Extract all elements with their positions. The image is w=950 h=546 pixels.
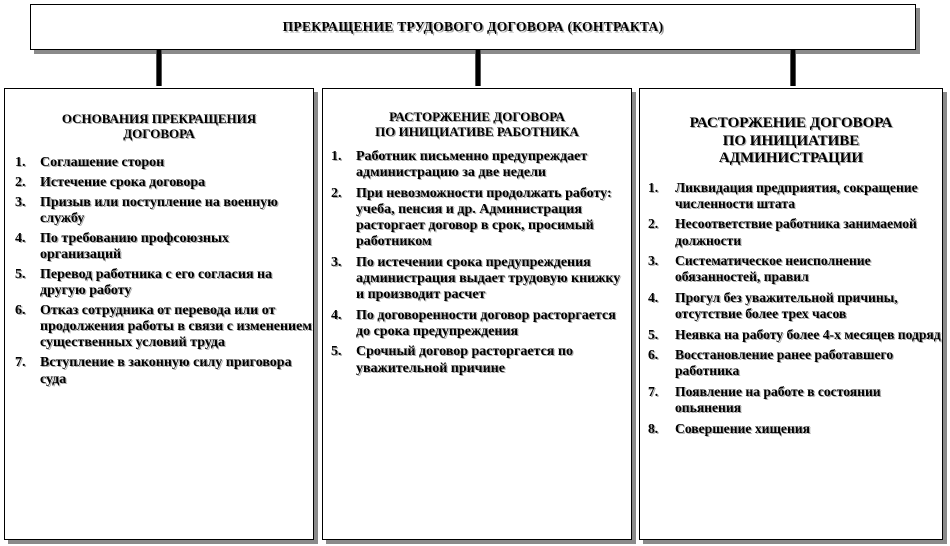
- list-item: [331, 344, 631, 377]
- list-item: [648, 180, 942, 213]
- item-number: 3.: [15, 194, 26, 210]
- column-heading: [5, 111, 313, 141]
- title-box: [30, 4, 916, 50]
- item-number: 1.: [648, 179, 659, 195]
- column-heading: [323, 109, 631, 139]
- column-administration-initiative: [639, 88, 943, 540]
- list-item: [648, 253, 942, 286]
- column-employee-initiative: [322, 88, 632, 540]
- item-number: 5.: [648, 326, 659, 342]
- item-number: 4.: [15, 230, 26, 246]
- item-text: По договоренности договор расторгается до срока предупреждения: [356, 307, 616, 339]
- item-number: 7.: [648, 383, 659, 399]
- diagram-title: ПРЕКРАЩЕНИЕ ТРУДОВОГО ДОГОВОРА (КОНТРАКТА): [282, 19, 664, 34]
- list-item: [15, 155, 313, 171]
- list-item: [331, 149, 631, 182]
- list-item: [15, 175, 313, 191]
- heading-line: ПО ИНИЦИАТИВЕ: [722, 132, 860, 149]
- item-text: Ликвидация предприятия, сокращение численности штата: [675, 179, 918, 211]
- item-text: Работник письменно предупреждает администрацию за две недели: [356, 149, 588, 181]
- list-item: [331, 308, 631, 341]
- item-number: 1.: [15, 155, 26, 170]
- item-number: 3.: [331, 254, 342, 270]
- item-number: 1.: [331, 149, 342, 164]
- column-termination-grounds: [4, 88, 314, 540]
- item-number: 4.: [331, 307, 342, 323]
- heading-line: АДМИНИСТРАЦИИ: [718, 150, 864, 166]
- item-text: Неявка на работу более 4-х месяцев подряд: [675, 326, 941, 342]
- heading-line: РАСТОРЖЕНИЕ ДОГОВОРА: [689, 115, 893, 131]
- item-text: Несоответствие работника занимаемой должности: [675, 216, 917, 248]
- connector-left: [156, 50, 162, 86]
- item-text: Вступление в законную силу приговора суда: [40, 355, 292, 387]
- item-text: Прогул без уважительной причины, отсутствие более трех часов: [675, 289, 898, 322]
- list-item: [648, 347, 942, 380]
- item-text: Отказ сотрудника от перевода или от продолжения работы в связи с изменением существенных условий труда: [40, 302, 312, 351]
- list-item: [331, 186, 631, 251]
- list-item: [15, 355, 313, 388]
- connector-right: [790, 50, 796, 86]
- list-item: [648, 216, 942, 249]
- column-heading: [640, 115, 942, 168]
- item-text: Появление на работе в состоянии опьянения: [675, 383, 881, 416]
- item-list: [648, 180, 942, 437]
- list-item: [648, 290, 942, 323]
- connector-center: [475, 50, 481, 86]
- item-text: Призыв или поступление на военную службу: [40, 194, 278, 226]
- list-item: [15, 195, 313, 228]
- item-text: При невозможности продолжать работу: учеба, пенсия и др. Администрация расторгает договор в срок, просимый работником: [356, 185, 612, 250]
- item-number: 2.: [648, 216, 659, 232]
- item-text: Соглашение сторон: [40, 155, 165, 170]
- item-number: 5.: [15, 266, 26, 282]
- heading-line: ДОГОВОРА: [123, 126, 195, 141]
- item-text: По требованию профсоюзных организаций: [40, 230, 229, 262]
- list-item: [648, 384, 942, 417]
- list-item: [648, 421, 942, 437]
- item-number: 3.: [648, 253, 659, 269]
- list-item: [15, 303, 313, 352]
- list-item: [15, 231, 313, 264]
- heading-line: ПО ИНИЦИАТИВЕ РАБОТНИКА: [375, 124, 579, 139]
- item-text: Истечение срока договора: [40, 174, 206, 190]
- item-text: Систематическое неисполнение обязанностей, правил: [675, 253, 871, 285]
- item-list: [331, 149, 631, 377]
- item-number: 5.: [331, 344, 342, 360]
- list-item: [15, 267, 313, 300]
- list-item: [648, 327, 942, 343]
- item-number: 6.: [15, 302, 26, 318]
- item-text: Срочный договор расторгается по уважительной причине: [356, 344, 573, 376]
- item-number: 6.: [648, 347, 659, 363]
- item-number: 2.: [15, 174, 26, 190]
- item-text: Перевод работника с его согласия на другую работу: [40, 266, 273, 299]
- item-text: Восстановление ранее работавшего работника: [675, 347, 894, 379]
- item-text: Совершение хищения: [675, 420, 810, 436]
- list-item: [331, 255, 631, 304]
- heading-line: ОСНОВАНИЯ ПРЕКРАЩЕНИЯ: [61, 111, 257, 126]
- item-number: 4.: [648, 289, 659, 305]
- item-number: 8.: [648, 420, 659, 436]
- item-number: 2.: [331, 185, 342, 201]
- item-number: 7.: [15, 355, 26, 371]
- heading-line: РАСТОРЖЕНИЕ ДОГОВОРА: [389, 109, 565, 124]
- item-list: [15, 155, 313, 388]
- item-text: По истечении срока предупреждения администрация выдает трудовую книжку и производит расчет: [356, 254, 621, 303]
